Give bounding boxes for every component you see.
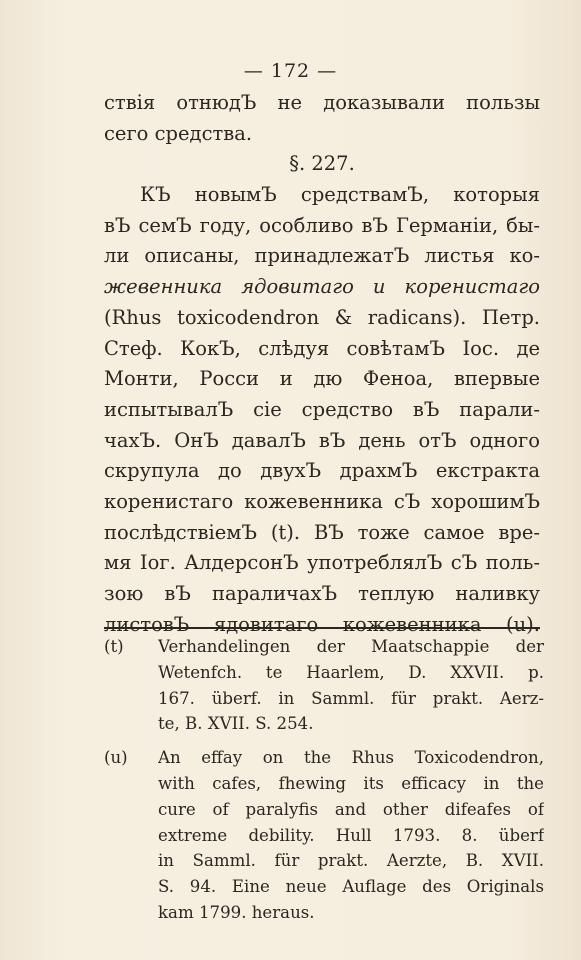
footnote-mark: (u)	[104, 748, 128, 768]
section-heading: §. 227.	[289, 152, 355, 176]
text-line: вЪ семЪ году, особливо вЪ Германіи, бы-	[104, 213, 540, 237]
page-number: — 172 —	[243, 60, 338, 82]
text-line: Стеф. КокЪ, слѣдуя совѣтамЪ Іос. де	[104, 336, 540, 360]
footnotes	[104, 634, 544, 926]
footnote-line: extreme debility. Hull 1793. 8. überf	[158, 825, 544, 845]
footnote-t	[104, 634, 544, 737]
text-line: чахЪ. ОнЪ давалЪ вЪ день отЪ одного	[104, 428, 540, 452]
text-line: испытывалЪ сіе средство вЪ парали-	[104, 397, 540, 421]
text-line: Монти, Росси и дю Феноа, впервые	[104, 367, 540, 391]
footnote-divider	[104, 627, 540, 629]
footnote-line: te, B. XVII. S. 254.	[158, 714, 314, 734]
footnote-line: 167. überf. in Samml. für prakt. Aerz-	[158, 688, 544, 708]
footnote-line: Wetenfch. te Haarlem, D. XXVII. p.	[158, 662, 544, 682]
text-line: коренистаго кожевенника сЪ хорошимЪ	[104, 489, 540, 513]
text-line: листовЪ ядовитаго кожевенника (u).	[104, 612, 540, 636]
footnote-line: An effay on the Rhus Toxicodendron,	[158, 748, 544, 768]
text-line: зою вЪ параличахЪ теплую наливку	[104, 582, 540, 605]
footnote-line: in Samml. für prakt. Aerzte, B. XVII.	[158, 851, 544, 871]
footnote-line: Verhandelingen der Maatschappie der	[158, 637, 544, 656]
text-line: сего средства.	[104, 121, 253, 145]
footnote-u	[104, 745, 544, 926]
text-line: скрупула до двухЪ драхмЪ екстракта	[104, 459, 540, 483]
text-line: мя Іог. АлдерсонЪ употреблялЪ сЪ поль-	[104, 551, 540, 575]
text-line: КЪ новымЪ средствамЪ, которыя	[140, 183, 540, 207]
main-text	[104, 88, 540, 640]
footnote-line: S. 94. Eine neue Auflage des Originals	[158, 877, 544, 897]
text-line: жевенника ядовитаго и коренистаго	[104, 275, 540, 299]
footnote-line: cure of paralyfis and other difeafes of	[158, 799, 544, 819]
text-line: ствія отнюдЪ не доказывали пользы	[104, 91, 540, 114]
text-line: (Rhus toxicodendron & radicans). Петр.	[104, 305, 540, 329]
footnote-mark: (t)	[104, 637, 124, 656]
text-line: послѣдствіемЪ (t). ВЪ тоже самое вре-	[104, 520, 540, 544]
text-line: ли описаны, принадлежатЪ листья ко-	[104, 244, 540, 268]
footnote-line: kam 1799. heraus.	[158, 902, 315, 922]
footnote-line: with cafes, fhewing its efficacy in the	[158, 773, 544, 793]
